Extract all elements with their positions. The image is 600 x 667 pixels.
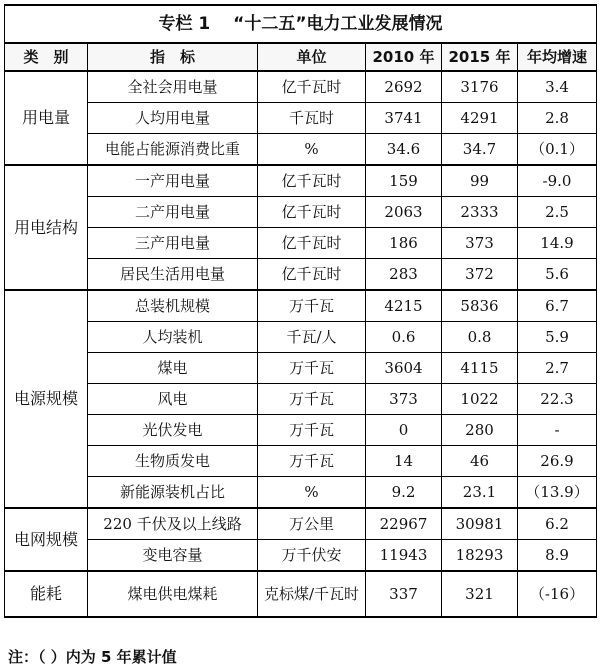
growth-cell: 14.9 [518, 228, 597, 259]
value-2010-cell: 34.6 [366, 134, 442, 166]
growth-cell: 5.6 [518, 259, 597, 291]
value-2015-cell: 2333 [442, 197, 518, 228]
unit-cell: 万千瓦 [258, 384, 366, 415]
category-cell: 能耗 [5, 571, 88, 617]
value-2015-cell: 280 [442, 415, 518, 446]
value-2010-cell: 159 [366, 165, 442, 197]
indicator-cell: 煤电供电煤耗 [88, 571, 258, 617]
growth-cell: 2.5 [518, 197, 597, 228]
value-2010-cell: 9.2 [366, 477, 442, 509]
indicator-cell: 全社会用电量 [88, 71, 258, 103]
unit-cell: % [258, 477, 366, 509]
indicator-cell: 一产用电量 [88, 165, 258, 197]
unit-cell: 千瓦时 [258, 103, 366, 134]
category-cell: 电网规模 [5, 508, 88, 571]
value-2015-cell: 4115 [442, 353, 518, 384]
value-2010-cell: 2692 [366, 71, 442, 103]
value-2010-cell: 22967 [366, 508, 442, 540]
table-row [5, 134, 597, 166]
table-row [5, 322, 597, 353]
table-row [5, 446, 597, 477]
footnote: 注：（ ）内为 5 年累计值 [8, 648, 177, 666]
growth-cell: 5.9 [518, 322, 597, 353]
growth-cell: 22.3 [518, 384, 597, 415]
header-2015: 2015 年 [442, 43, 518, 71]
indicator-cell: 变电容量 [88, 540, 258, 572]
indicator-cell: 电能占能源消费比重 [88, 134, 258, 166]
value-2015-cell: 18293 [442, 540, 518, 572]
indicator-cell: 三产用电量 [88, 228, 258, 259]
header-row [5, 43, 597, 71]
unit-cell: 亿千瓦时 [258, 71, 366, 103]
table-row [5, 508, 597, 540]
indicator-cell: 人均装机 [88, 322, 258, 353]
indicator-cell: 生物质发电 [88, 446, 258, 477]
table-row [5, 353, 597, 384]
table-row [5, 540, 597, 572]
growth-cell: （-16） [518, 571, 597, 617]
value-2010-cell: 14 [366, 446, 442, 477]
unit-cell: 亿千瓦时 [258, 165, 366, 197]
value-2010-cell: 4215 [366, 290, 442, 322]
document [4, 4, 596, 618]
value-2015-cell: 4291 [442, 103, 518, 134]
indicator-cell: 人均用电量 [88, 103, 258, 134]
value-2015-cell: 5836 [442, 290, 518, 322]
value-2010-cell: 2063 [366, 197, 442, 228]
growth-cell: 3.4 [518, 71, 597, 103]
value-2010-cell: 11943 [366, 540, 442, 572]
unit-cell: 亿千瓦时 [258, 259, 366, 291]
category-cell: 电源规模 [5, 290, 88, 508]
unit-cell: 万公里 [258, 508, 366, 540]
header-category: 类 别 [5, 43, 88, 71]
growth-cell: 6.2 [518, 508, 597, 540]
unit-cell: 万千瓦 [258, 415, 366, 446]
value-2015-cell: 373 [442, 228, 518, 259]
value-2015-cell: 34.7 [442, 134, 518, 166]
table-row [5, 477, 597, 509]
growth-cell: 26.9 [518, 446, 597, 477]
table-row [5, 71, 597, 103]
indicator-cell: 总装机规模 [88, 290, 258, 322]
header-2010: 2010 年 [366, 43, 442, 71]
value-2010-cell: 0 [366, 415, 442, 446]
category-cell: 用电量 [5, 71, 88, 165]
value-2010-cell: 186 [366, 228, 442, 259]
value-2015-cell: 23.1 [442, 477, 518, 509]
growth-cell: - [518, 415, 597, 446]
unit-cell: 万千瓦 [258, 353, 366, 384]
indicator-cell: 新能源装机占比 [88, 477, 258, 509]
indicator-cell: 220 千伏及以上线路 [88, 508, 258, 540]
value-2010-cell: 373 [366, 384, 442, 415]
unit-cell: 亿千瓦时 [258, 197, 366, 228]
header-growth: 年均增速 [518, 43, 597, 71]
table-row [5, 259, 597, 291]
value-2015-cell: 99 [442, 165, 518, 197]
value-2010-cell: 283 [366, 259, 442, 291]
unit-cell: 克标煤/千瓦时 [258, 571, 366, 617]
unit-cell: % [258, 134, 366, 166]
table-row [5, 415, 597, 446]
value-2015-cell: 372 [442, 259, 518, 291]
growth-cell: 2.7 [518, 353, 597, 384]
growth-cell: （13.9） [518, 477, 597, 509]
growth-cell: 8.9 [518, 540, 597, 572]
header-unit: 单位 [258, 43, 366, 71]
unit-cell: 亿千瓦时 [258, 228, 366, 259]
title-row [5, 5, 597, 43]
value-2015-cell: 3176 [442, 71, 518, 103]
table-row [5, 384, 597, 415]
table-row [5, 571, 597, 617]
table-row [5, 165, 597, 197]
value-2015-cell: 0.8 [442, 322, 518, 353]
indicator-cell: 煤电 [88, 353, 258, 384]
unit-cell: 千瓦/人 [258, 322, 366, 353]
unit-cell: 万千瓦 [258, 290, 366, 322]
value-2010-cell: 3604 [366, 353, 442, 384]
table-row [5, 103, 597, 134]
growth-cell: （0.1） [518, 134, 597, 166]
value-2010-cell: 3741 [366, 103, 442, 134]
power-industry-table [4, 4, 597, 618]
value-2015-cell: 321 [442, 571, 518, 617]
indicator-cell: 风电 [88, 384, 258, 415]
growth-cell: -9.0 [518, 165, 597, 197]
category-cell: 用电结构 [5, 165, 88, 290]
value-2010-cell: 337 [366, 571, 442, 617]
indicator-cell: 二产用电量 [88, 197, 258, 228]
unit-cell: 万千伏安 [258, 540, 366, 572]
value-2015-cell: 30981 [442, 508, 518, 540]
growth-cell: 6.7 [518, 290, 597, 322]
table-row [5, 197, 597, 228]
indicator-cell: 居民生活用电量 [88, 259, 258, 291]
unit-cell: 万千瓦 [258, 446, 366, 477]
table-title: 专栏 1 “十二五”电力工业发展情况 [5, 5, 597, 43]
growth-cell: 2.8 [518, 103, 597, 134]
table-row [5, 228, 597, 259]
value-2010-cell: 0.6 [366, 322, 442, 353]
table-row [5, 290, 597, 322]
indicator-cell: 光伏发电 [88, 415, 258, 446]
value-2015-cell: 46 [442, 446, 518, 477]
value-2015-cell: 1022 [442, 384, 518, 415]
header-indicator: 指 标 [88, 43, 258, 71]
